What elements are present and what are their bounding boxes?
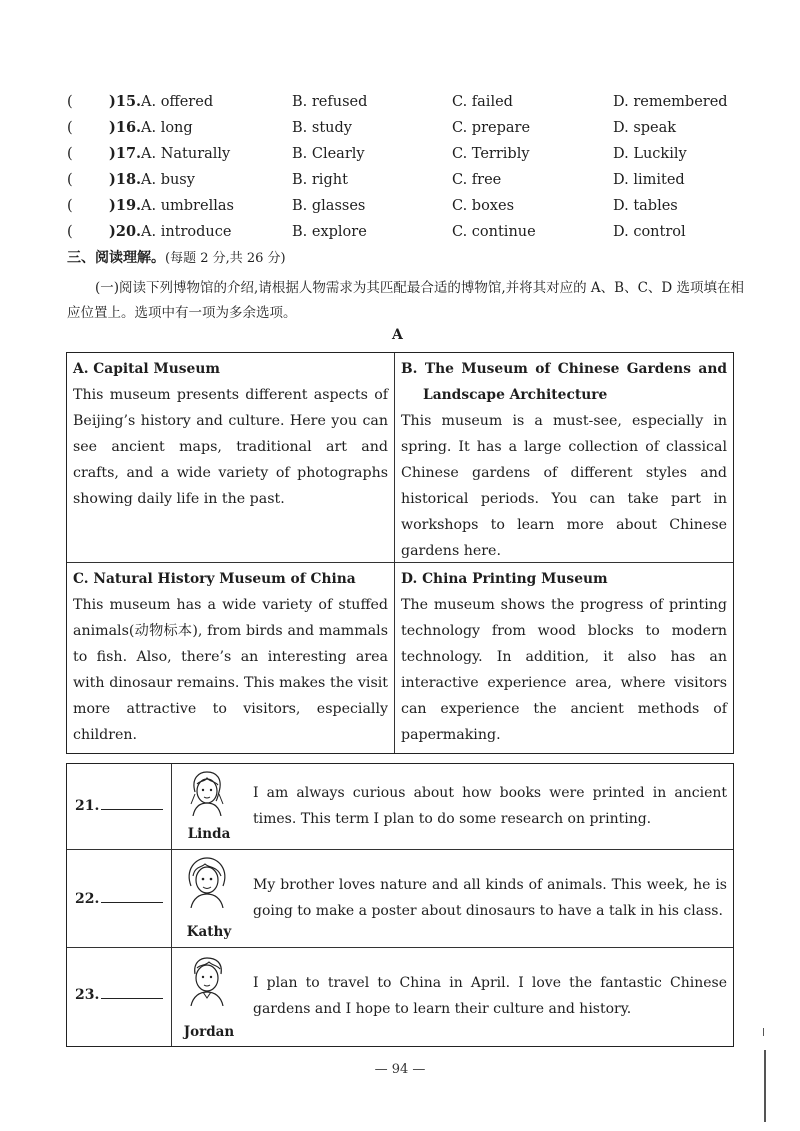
- option-c: C. boxes: [452, 198, 515, 214]
- question-row-15: [67, 90, 747, 114]
- option-d: D. Luckily: [613, 146, 687, 162]
- section-heading: [67, 247, 286, 267]
- question-number: )19.: [109, 197, 142, 214]
- answer-blank[interactable]: [101, 890, 163, 903]
- museum-description: This museum has a wide variety of stuffed animals(动物标本), from birds and mammals to fish. Also, there’s an interesting area with dinosaur remains. This makes the visit more attractive to visitors, especially children.: [73, 597, 388, 743]
- column-divider: [171, 764, 172, 849]
- option-b: B. explore: [292, 224, 367, 240]
- question-number: )18.: [109, 171, 142, 188]
- option-d: D. remembered: [613, 94, 728, 110]
- person-statement: My brother loves nature and all kinds of animals. This week, he is going to make a poster about dinosaurs to have a talk in his class.: [253, 877, 727, 919]
- answer-paren: (: [67, 198, 73, 214]
- answer-slot[interactable]: [75, 890, 163, 907]
- option-a: A. offered: [141, 94, 214, 110]
- answer-blank[interactable]: [101, 986, 163, 999]
- reading-instruction: (一)阅读下列博物馆的介绍,请根据人物需求为其匹配最合适的博物馆,并将其对应的 A、B、C、D 选项填在相应位置上。选项中有一项为多余选项。: [67, 280, 745, 321]
- question-row-19: [67, 194, 747, 218]
- page-number: — 94 —: [374, 1062, 426, 1077]
- option-c: C. free: [452, 172, 502, 188]
- girl-portrait-icon: [185, 770, 229, 816]
- option-a: A. busy: [141, 172, 195, 188]
- section-title: 三、阅读理解。: [67, 250, 165, 266]
- scan-mark: [764, 1050, 766, 1122]
- passage-label: A: [392, 327, 403, 343]
- option-b: B. refused: [292, 94, 368, 110]
- question-row-17: [67, 142, 747, 166]
- boy-portrait-icon: [185, 956, 229, 1006]
- option-a: A. Naturally: [141, 146, 231, 162]
- question-row-16: [67, 116, 747, 140]
- option-d: D. control: [613, 224, 686, 240]
- column-divider: [171, 850, 172, 947]
- answer-slot[interactable]: [75, 797, 163, 814]
- option-b: B. glasses: [292, 198, 366, 214]
- museum-option-b: [395, 353, 733, 563]
- scan-mark: [763, 1028, 764, 1036]
- answer-paren: (: [67, 120, 73, 136]
- answer-slot[interactable]: [75, 986, 163, 1003]
- option-a: A. long: [141, 120, 193, 136]
- option-c: C. Terribly: [452, 146, 530, 162]
- museum-title: D. China Printing Museum: [401, 571, 608, 587]
- answer-paren: (: [67, 224, 73, 240]
- option-c: C. continue: [452, 224, 536, 240]
- option-c: C. failed: [452, 94, 513, 110]
- museum-title: B. The Museum of Chinese Gardens and: [401, 361, 727, 377]
- answer-blank[interactable]: [101, 797, 163, 810]
- museum-description: The museum shows the progress of printing technology from wood blocks to modern technology. In addition, it also has an interactive experience area, where visitors can experience the ancient methods of papermaking.: [401, 597, 727, 743]
- question-number: )16.: [109, 119, 142, 136]
- museum-description: This museum presents different aspects of Beijing’s history and culture. Here you can see ancient maps, traditional art and crafts, and a wide variety of photographs showing daily life in the past.: [73, 387, 388, 507]
- person-statement: I am always curious about how books were printed in ancient times. This term I plan to do some research on printing.: [253, 785, 727, 827]
- question-number: 23.: [75, 987, 100, 1003]
- girl-portrait-icon: [185, 856, 229, 908]
- museum-description: This museum is a must-see, especially in spring. It has a large collection of classical Chinese gardens of different styles and historical periods. You can take part in workshops to learn more about Chinese gardens here.: [401, 413, 727, 559]
- option-d: D. speak: [613, 120, 677, 136]
- option-b: B. study: [292, 120, 352, 136]
- question-number: 22.: [75, 891, 100, 907]
- option-c: C. prepare: [452, 120, 531, 136]
- answer-paren: (: [67, 146, 73, 162]
- question-row-20: [67, 220, 747, 244]
- museum-title: C. Natural History Museum of China: [73, 571, 356, 587]
- question-number: )20.: [109, 223, 142, 240]
- museum-option-a: [67, 353, 395, 563]
- museum-option-c: [67, 563, 395, 753]
- person-name: Kathy: [186, 924, 232, 940]
- question-number: )15.: [109, 93, 142, 110]
- person-row-21: [67, 764, 733, 850]
- people-needs-table: [66, 763, 734, 1047]
- person-row-23: [67, 948, 733, 1046]
- person-row-22: [67, 850, 733, 948]
- question-number: )17.: [109, 145, 142, 162]
- option-b: B. Clearly: [292, 146, 365, 162]
- column-divider: [171, 948, 172, 1046]
- option-b: B. right: [292, 172, 348, 188]
- question-row-18: [67, 168, 747, 192]
- museum-options-table: [66, 352, 734, 754]
- person-name: Linda: [187, 826, 231, 842]
- option-d: D. limited: [613, 172, 685, 188]
- museum-title: A. Capital Museum: [73, 361, 220, 377]
- museum-option-d: [395, 563, 733, 753]
- answer-paren: (: [67, 94, 73, 110]
- person-statement: I plan to travel to China in April. I love the fantastic Chinese gardens and I hope to learn their culture and history.: [253, 975, 727, 1017]
- question-number: 21.: [75, 798, 100, 814]
- museum-title-continued: Landscape Architecture: [423, 387, 608, 403]
- section-score-note: (每题 2 分,共 26 分): [165, 251, 286, 266]
- answer-paren: (: [67, 172, 73, 188]
- option-d: D. tables: [613, 198, 678, 214]
- person-name: Jordan: [183, 1024, 235, 1040]
- option-a: A. introduce: [141, 224, 232, 240]
- option-a: A. umbrellas: [141, 198, 234, 214]
